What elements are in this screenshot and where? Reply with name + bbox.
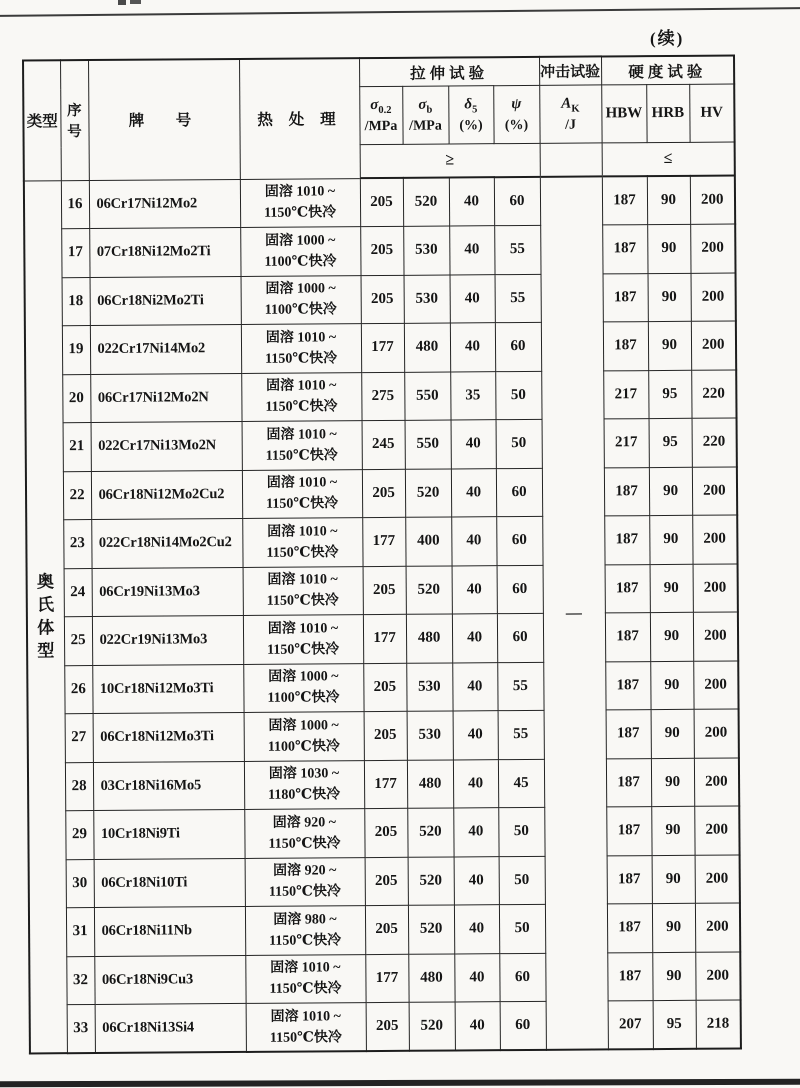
heat-treatment (243, 566, 363, 615)
sigma02-value: 205 (363, 566, 406, 615)
grade-name: 03Cr18Ni16Mo5 (93, 761, 244, 811)
col-header-sigmab (402, 86, 448, 144)
hrb-value: 90 (650, 564, 693, 613)
row-number: 22 (63, 471, 91, 520)
sigma02-value: 205 (365, 857, 408, 906)
heat-treatment-line2: 1150℃快冷 (267, 642, 340, 658)
hv-value: 200 (690, 176, 735, 225)
hbw-value: 207 (608, 1001, 653, 1050)
hrb-value: 90 (650, 661, 693, 710)
col-header-delta5 (448, 86, 493, 144)
row-number: 29 (65, 811, 93, 860)
delta5-subscript: 5 (472, 103, 478, 115)
col-header-hrb: HRB (646, 84, 689, 142)
row-number: 27 (65, 714, 93, 763)
sigmab-value: 480 (404, 323, 450, 372)
heat-treatment-line1: 固溶 1010 ~ (267, 572, 338, 589)
continuation-label: (续) (650, 29, 685, 48)
col-header-ak (539, 85, 601, 143)
heat-treatment-line1: 固溶 920 ~ (272, 815, 337, 831)
sigma02-value: 205 (365, 905, 408, 954)
col-header-psi (493, 85, 539, 143)
hrb-value: 90 (652, 903, 695, 952)
table-row (26, 418, 737, 471)
grade-name: 06Cr19Ni13Mo3 (92, 567, 243, 617)
hbw-value: 187 (606, 807, 651, 856)
psi-value: 55 (497, 662, 543, 711)
col-header-grade: 牌 号 (88, 59, 240, 180)
table-row (25, 370, 736, 423)
row-number: 20 (62, 374, 90, 423)
table-row (29, 903, 740, 956)
hrb-value: 90 (652, 952, 695, 1001)
psi-value: 50 (498, 807, 544, 856)
heat-treatment-line1: 固溶 1010 ~ (266, 427, 337, 443)
hrb-value: 95 (648, 370, 691, 419)
hv-value: 200 (695, 854, 740, 903)
row-number: 18 (62, 277, 90, 326)
psi-value: 50 (499, 856, 545, 905)
col-header-no: 序号 (60, 60, 89, 180)
hv-value: 200 (690, 224, 735, 273)
sigmab-value: 530 (407, 711, 453, 760)
row-number: 28 (65, 762, 93, 811)
hv-value: 200 (694, 806, 739, 855)
scan-artifact-corner-mark (118, 0, 126, 5)
sigmab-value: 520 (408, 905, 454, 954)
heat-treatment-line1: 固溶 980 ~ (273, 912, 337, 928)
heat-treatment (240, 178, 360, 227)
sigma02-value: 245 (362, 420, 405, 469)
heat-treatment (243, 663, 363, 712)
sigmab-value: 480 (408, 953, 454, 1002)
grade-name: 10Cr18Ni9Ti (93, 809, 244, 859)
sigma02-unit: /MPa (364, 118, 398, 134)
delta5-value: 40 (449, 177, 494, 226)
heat-treatment (245, 906, 365, 955)
group-header-hardness: 硬度试验 (601, 56, 734, 85)
delta5-value: 40 (452, 662, 497, 711)
delta5-value: 40 (450, 323, 495, 372)
hbw-value: 187 (605, 613, 650, 662)
table-row (25, 273, 736, 326)
sigmab-symbol: σ (418, 96, 427, 113)
row-number: 25 (64, 617, 92, 666)
grade-name: 07Cr18Ni12Mo2Ti (89, 227, 240, 277)
tensile-limit-symbol: ≥ (360, 143, 540, 178)
delta5-value: 40 (453, 711, 498, 760)
row-number: 21 (63, 423, 91, 472)
sigmab-value: 400 (405, 517, 451, 566)
sigma02-value: 177 (362, 517, 405, 566)
impact-value: — (540, 176, 608, 1049)
heat-treatment (244, 712, 364, 761)
type-char: 型 (37, 641, 55, 661)
psi-value: 55 (495, 274, 541, 323)
psi-value: 60 (495, 322, 541, 371)
heat-treatment-line2: 1150℃快冷 (266, 593, 339, 610)
table-row (27, 563, 738, 616)
row-number: 19 (62, 326, 90, 375)
sigmab-value: 520 (403, 178, 449, 227)
hbw-value: 187 (604, 467, 649, 516)
delta5-value: 40 (452, 565, 497, 614)
sigma02-value: 177 (364, 760, 407, 809)
table-row (26, 515, 737, 568)
heat-treatment-line2: 1150℃快冷 (269, 1029, 342, 1046)
heat-treatment-line1: 固溶 1000 ~ (265, 233, 336, 249)
hbw-value: 187 (605, 661, 650, 710)
heat-treatment-line1: 固溶 1000 ~ (265, 281, 336, 298)
hv-value: 200 (694, 757, 739, 806)
table-body (24, 176, 741, 1054)
sigma02-value: 177 (361, 323, 404, 372)
table-row (29, 951, 740, 1004)
heat-treatment-line2: 1150℃快冷 (269, 933, 342, 949)
sigmab-value: 520 (409, 1002, 455, 1051)
psi-value: 60 (497, 613, 543, 662)
hardness-limit-symbol: ≤ (602, 142, 735, 176)
group-header-tensile: 拉伸试验 (359, 57, 539, 87)
hrb-value: 95 (649, 418, 692, 467)
table-row (29, 854, 740, 907)
delta5-value: 40 (451, 517, 496, 566)
hbw-value: 187 (606, 758, 651, 807)
hbw-value: 217 (603, 370, 648, 419)
heat-treatment-line2: 1150℃快冷 (265, 448, 338, 464)
heat-treatment-line2: 1150℃快冷 (266, 545, 339, 561)
psi-value: 50 (499, 904, 545, 953)
psi-value: 45 (498, 759, 544, 808)
hv-value: 200 (691, 321, 736, 370)
grade-name: 06Cr18Ni9Cu3 (94, 955, 245, 1005)
sigma02-value: 205 (366, 1002, 409, 1051)
psi-value: 60 (496, 516, 542, 565)
hv-value: 200 (691, 273, 736, 322)
sigmab-value: 520 (407, 808, 453, 857)
table-row (24, 224, 735, 277)
hbw-value: 187 (603, 322, 648, 371)
delta5-value: 40 (453, 808, 498, 857)
sigmab-value: 520 (406, 565, 452, 614)
delta5-value: 40 (454, 905, 499, 954)
hbw-value: 217 (604, 419, 649, 468)
sigma02-value: 205 (362, 469, 405, 518)
impact-limit-cell (540, 143, 602, 177)
hbw-value: 187 (607, 855, 652, 904)
sigma02-value: 205 (361, 275, 404, 324)
hrb-value: 90 (647, 224, 690, 273)
hrb-value: 90 (649, 467, 692, 516)
ak-unit: /J (564, 117, 576, 133)
psi-value: 60 (494, 177, 540, 226)
hrb-value: 90 (651, 806, 694, 855)
heat-treatment (244, 809, 364, 858)
heat-treatment (242, 469, 362, 518)
table-row (26, 467, 737, 520)
hbw-value: 187 (604, 516, 649, 565)
grade-name: 06Cr18Ni2Mo2Ti (90, 276, 241, 326)
sigma02-value: 205 (363, 663, 406, 712)
heat-treatment-line1: 固溶 1000 ~ (268, 718, 339, 734)
heat-treatment-line2: 1150℃快冷 (265, 351, 338, 367)
hv-value: 200 (695, 903, 740, 952)
scan-artifact-top-line (0, 7, 800, 17)
delta5-value: 40 (452, 614, 497, 663)
heat-treatment-line1: 固溶 1010 ~ (267, 524, 338, 540)
grade-name: 06Cr17Ni12Mo2N (90, 373, 241, 423)
hv-value: 200 (694, 709, 739, 758)
psi-value: 55 (498, 710, 544, 759)
grade-name: 06Cr18Ni13Si4 (95, 1003, 246, 1053)
heat-treatment-line1: 固溶 1010 ~ (270, 1008, 341, 1025)
col-header-sigma02 (359, 86, 402, 144)
hrb-value: 95 (653, 1000, 696, 1049)
sigmab-value: 530 (403, 226, 449, 275)
hv-value: 220 (691, 370, 736, 419)
row-number: 31 (66, 908, 94, 957)
ak-symbol: A (561, 95, 572, 112)
sigma02-symbol: σ (370, 96, 379, 113)
grade-name: 022Cr19Ni13Mo3 (92, 615, 243, 665)
hv-value: 200 (692, 515, 737, 564)
heat-treatment-line2: 1100℃快冷 (264, 302, 337, 319)
psi-value: 60 (496, 468, 542, 517)
table-row (25, 321, 736, 374)
row-number: 32 (66, 956, 94, 1005)
grade-name: 06Cr17Ni12Mo2 (89, 179, 240, 229)
hv-value: 200 (693, 563, 738, 612)
row-number: 23 (63, 520, 91, 569)
heat-treatment-line2: 1150℃快冷 (264, 205, 337, 222)
row-number: 30 (66, 859, 94, 908)
heat-treatment (245, 857, 365, 906)
scan-artifact-bottom-line (0, 1079, 800, 1088)
sigmab-unit: /MPa (409, 118, 442, 134)
hbw-value: 187 (603, 273, 648, 322)
sigma02-value: 205 (364, 808, 407, 857)
grade-name: 06Cr18Ni11Nb (94, 906, 245, 956)
sigmab-value: 530 (406, 662, 452, 711)
delta5-value: 35 (450, 371, 495, 420)
psi-value: 50 (495, 371, 541, 420)
heat-treatment-line2: 1100℃快冷 (267, 690, 340, 707)
col-header-hbw: HBW (601, 85, 646, 143)
sigmab-value: 520 (405, 468, 451, 517)
delta5-value: 40 (451, 468, 496, 517)
heat-treatment-line2: 1150℃快冷 (269, 981, 342, 998)
delta5-value: 40 (455, 1002, 500, 1051)
heat-treatment (242, 518, 362, 567)
heat-treatment-line1: 固溶 1010 ~ (266, 378, 337, 395)
table-row (28, 709, 739, 762)
col-header-hv: HV (689, 84, 734, 142)
hrb-value: 90 (652, 855, 695, 904)
sigmab-value: 520 (408, 856, 454, 905)
type-char: 奥 (36, 572, 54, 592)
heat-treatment-line2: 1150℃快冷 (268, 884, 341, 901)
hv-value: 200 (692, 467, 737, 516)
row-number: 24 (64, 568, 92, 617)
heat-treatment (241, 372, 361, 421)
grade-name: 06Cr18Ni12Mo2Cu2 (91, 470, 242, 520)
hv-value: 218 (696, 1000, 741, 1049)
hrb-value: 90 (650, 612, 693, 661)
psi-value: 60 (500, 1001, 546, 1050)
delta5-value: 40 (450, 274, 495, 323)
sigma02-value: 205 (360, 226, 403, 275)
sigma02-value: 205 (360, 178, 403, 227)
heat-treatment (243, 615, 363, 664)
row-number: 16 (61, 180, 89, 229)
heat-treatment (242, 421, 362, 470)
row-number: 33 (67, 1004, 95, 1053)
hrb-value: 90 (651, 758, 694, 807)
grade-name: 022Cr17Ni14Mo2 (90, 324, 241, 374)
sigma02-value: 177 (363, 614, 406, 663)
heat-treatment-line1: 固溶 1010 ~ (267, 621, 339, 637)
delta5-value: 40 (454, 953, 499, 1002)
delta5-symbol: δ (464, 95, 473, 112)
delta5-value: 40 (451, 420, 496, 469)
sigma02-value: 177 (365, 954, 408, 1003)
sigmab-value: 550 (405, 420, 451, 469)
hv-value: 200 (695, 951, 740, 1000)
hv-value: 200 (693, 660, 738, 709)
sigma02-value: 205 (364, 711, 407, 760)
table-row (27, 660, 738, 713)
psi-value: 60 (499, 953, 545, 1002)
hbw-value: 187 (607, 952, 652, 1001)
grade-name: 06Cr18Ni10Ti (94, 858, 245, 908)
hv-value: 220 (692, 418, 737, 467)
type-label (24, 180, 67, 1053)
heat-treatment (240, 227, 360, 276)
table-row (24, 176, 735, 229)
heat-treatment-line1: 固溶 1030 ~ (268, 766, 340, 783)
heat-treatment-line2: 1100℃快冷 (264, 254, 337, 270)
sigma02-subscript: 0.2 (378, 104, 392, 116)
hbw-value: 187 (606, 710, 651, 759)
delta5-value: 40 (449, 226, 494, 275)
table-header (23, 56, 735, 181)
heat-treatment-line1: 固溶 1010 ~ (265, 330, 337, 346)
heat-treatment-line2: 1150℃快冷 (266, 496, 339, 513)
heat-treatment-line2: 1100℃快冷 (267, 739, 340, 755)
delta5-value: 40 (453, 759, 498, 808)
heat-treatment (246, 1003, 366, 1052)
table-row (30, 1000, 741, 1053)
heat-treatment-line1: 固溶 1010 ~ (266, 475, 338, 492)
type-char: 体 (37, 618, 55, 638)
hbw-value: 187 (607, 904, 652, 953)
heat-treatment (245, 954, 365, 1003)
heat-treatment (241, 275, 361, 324)
group-header-impact: 冲击试验 (539, 56, 601, 85)
hv-value: 200 (693, 612, 738, 661)
sigmab-value: 480 (406, 614, 452, 663)
psi-symbol: ψ (511, 95, 522, 112)
sigmab-value: 480 (407, 759, 453, 808)
heat-treatment-line1: 固溶 920 ~ (272, 863, 337, 879)
heat-treatment (241, 324, 361, 373)
grade-name: 06Cr18Ni12Mo3Ti (93, 712, 244, 762)
delta5-unit: (%) (459, 117, 483, 133)
psi-value: 55 (494, 225, 540, 274)
heat-treatment-line2: 1150℃快冷 (265, 399, 338, 416)
steel-properties-table (22, 55, 740, 1055)
hbw-value: 187 (605, 564, 650, 613)
sigmab-value: 530 (404, 275, 450, 324)
sigmab-value: 550 (404, 372, 450, 421)
psi-value: 60 (497, 565, 543, 614)
grade-name: 022Cr17Ni13Mo2N (91, 421, 242, 471)
table-row (28, 757, 739, 810)
hbw-value: 187 (602, 176, 647, 225)
sigmab-subscript: b (426, 104, 433, 116)
table-row (28, 806, 739, 859)
hrb-value: 90 (651, 709, 694, 758)
delta5-value: 40 (454, 856, 499, 905)
heat-treatment-line1: 固溶 1000 ~ (268, 669, 339, 686)
heat-treatment (244, 760, 364, 809)
hrb-value: 90 (648, 273, 691, 322)
col-header-heat: 热 处 理 (239, 58, 360, 179)
hrb-value: 90 (649, 515, 692, 564)
row-number: 17 (61, 229, 89, 278)
hrb-value: 90 (647, 176, 690, 225)
scan-artifact-corner-mark (130, 0, 141, 4)
heat-treatment-line2: 1180℃快冷 (268, 787, 341, 804)
psi-unit: (%) (504, 117, 529, 133)
heat-treatment-line1: 固溶 1010 ~ (270, 960, 341, 977)
row-number: 26 (64, 665, 92, 714)
heat-treatment-line1: 固溶 1010 ~ (264, 184, 336, 201)
table-row (27, 612, 738, 665)
heat-treatment-line2: 1150℃快冷 (268, 836, 341, 852)
col-header-type: 类型 (23, 60, 61, 180)
ak-subscript: K (571, 103, 580, 115)
hbw-value: 187 (602, 225, 647, 274)
psi-value: 50 (496, 419, 542, 468)
grade-name: 10Cr18Ni12Mo3Ti (92, 664, 243, 714)
hrb-value: 90 (648, 321, 691, 370)
sigma02-value: 275 (361, 372, 404, 421)
type-char: 氏 (37, 595, 55, 615)
grade-name: 022Cr18Ni14Mo2Cu2 (91, 518, 242, 568)
